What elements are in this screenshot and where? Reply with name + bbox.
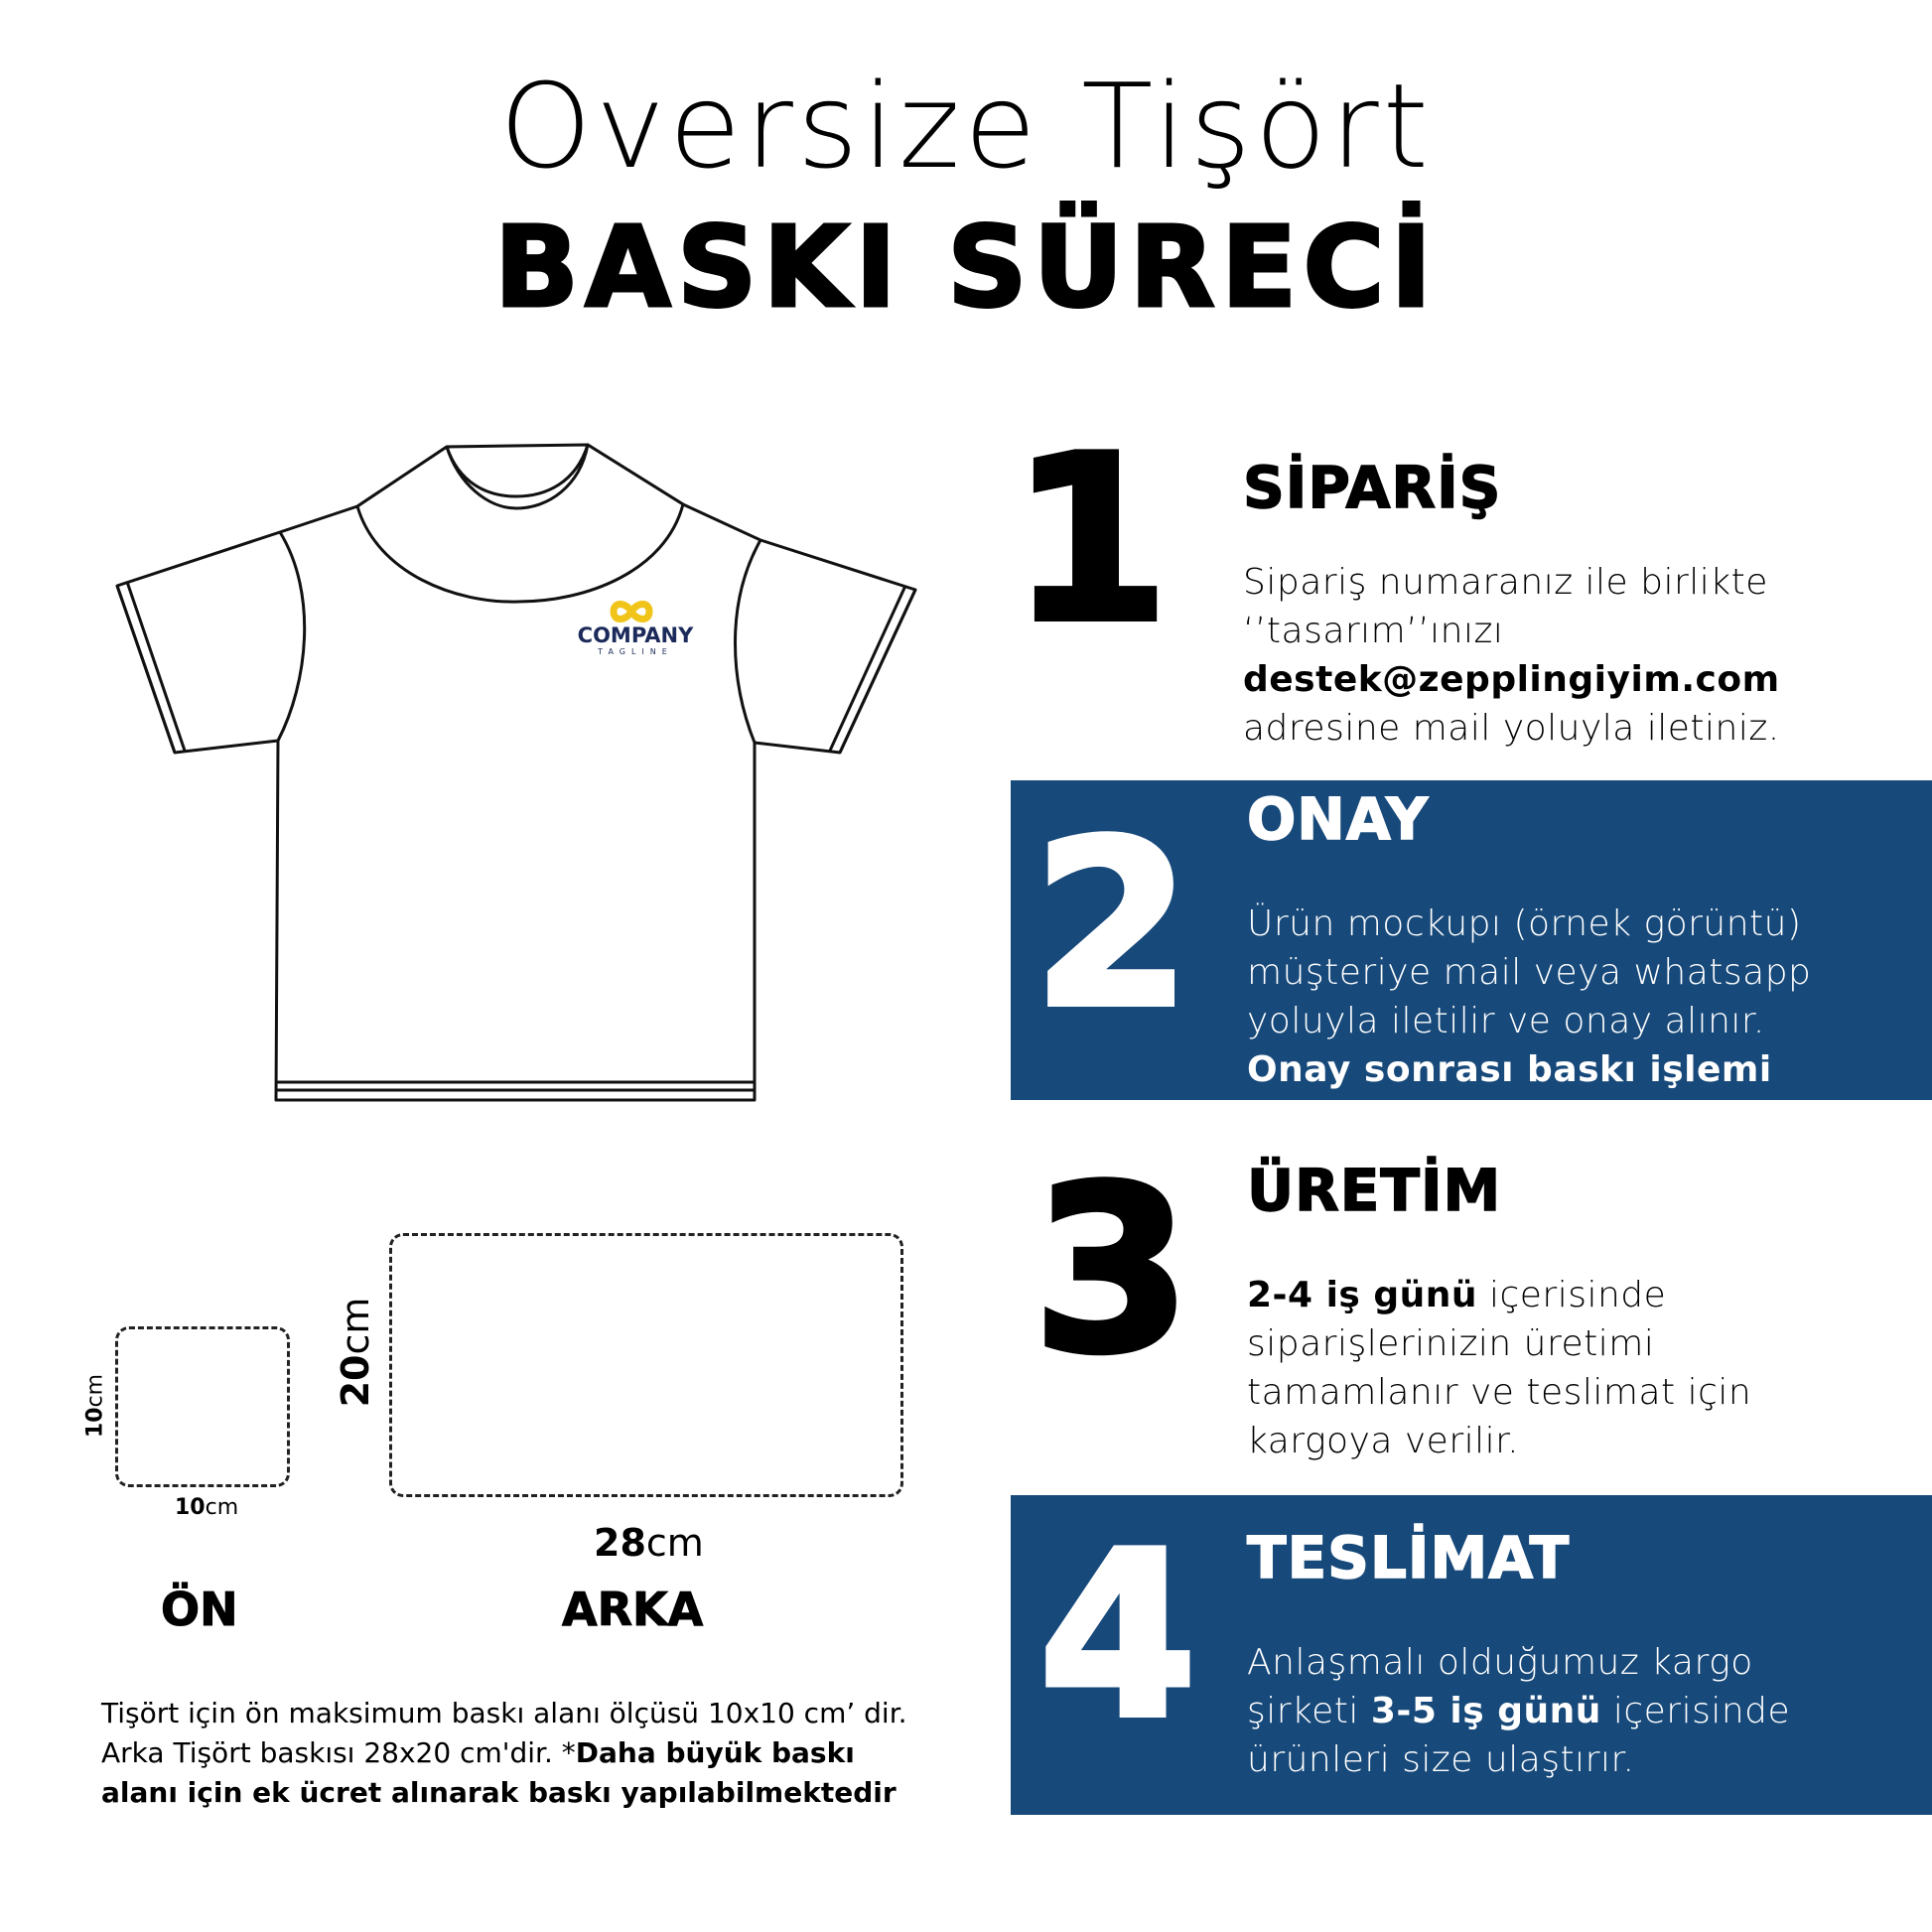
step-3-title: ÜRETİM [1247,1157,1502,1224]
step-3-text [1247,1271,1751,1465]
step-3-line-1 [1247,1271,1751,1319]
back-width-value: 28 [594,1521,646,1565]
step-2-line-2: müşteriye mail veya whatsapp [1247,952,1812,993]
step-3-bold-lead: 2-4 iş günü [1247,1275,1478,1315]
step-4-line-2 [1247,1687,1790,1735]
front-width-unit: cm [205,1495,239,1520]
step-2-title: ONAY [1247,785,1430,853]
back-height-value: 20 [334,1354,377,1408]
step-3-number: 3 [1032,1139,1192,1404]
step-3-line-3: tamamlanır ve teslimat için [1247,1372,1752,1413]
step-4-line-2-pre: şirketi [1247,1691,1371,1731]
back-width-label [594,1521,704,1565]
back-view-label: ARKA [562,1583,704,1636]
page-title: Oversize Tişört [499,58,1433,195]
step-2-number: 2 [1032,793,1192,1058]
front-width-label [175,1495,238,1520]
step-1-title: SİPARİŞ [1243,454,1502,521]
step-1-email: destek@zepplingiyim.com [1243,659,1780,700]
step-1-line-4: adresine mail yoluyla iletiniz. [1243,708,1780,749]
step-4-number: 4 [1037,1504,1198,1769]
step-1-number: 1 [1010,408,1171,673]
tshirt-illustration [109,435,923,1110]
note-text: Tişört için ön maksimum baskı alanı ölçüsü 10x10 cm’ dir. Arka Tişört baskısı 28x20 cm'dir. * [101,1697,907,1769]
front-height-unit: cm [82,1373,108,1408]
front-height-value: 10 [82,1407,108,1439]
step-1-text [1243,558,1780,753]
front-print-area [115,1326,290,1487]
step-3-line-1-rest: içerisinde [1477,1275,1667,1315]
step-1-line-2: ‘’tasarım’’ınızı [1243,611,1504,651]
step-2-line-1: Ürün mockupı (örnek görüntü) [1247,903,1802,944]
step-3-line-2: siparişlerinizin üretimi [1247,1323,1655,1364]
front-view-label: ÖN [161,1583,238,1636]
front-width-value: 10 [175,1495,206,1520]
step-2-text [1247,899,1932,1143]
step-4-line-3: ürünleri size ulaştırır. [1247,1739,1635,1780]
step-2-bold-line: Onay sonrası baskı işlemi başlatılır. [1247,1049,1772,1139]
step-2-line-3: yoluyla iletilir ve onay alınır. [1247,1001,1765,1041]
note-bold-text: Daha büyük baskı alanı için ek ücret alınarak baskı yapılabilmektedir [101,1736,897,1809]
front-height-label [83,1374,108,1438]
step-4-line-1: Anlaşmalı olduğumuz kargo [1247,1642,1753,1683]
step-3-line-4: kargoya verilir. [1247,1421,1520,1461]
step-4-line-2-post: içerisinde [1600,1691,1791,1731]
back-print-area [389,1233,903,1497]
print-area-note [101,1694,915,1813]
step-1-line-1: Sipariş numaranız ile birlikte [1243,562,1768,603]
back-height-unit: cm [334,1297,377,1355]
step-4-text [1247,1638,1790,1784]
page-subtitle-text: BASKI SÜRECİ [493,204,1439,333]
step-4-title: TESLİMAT [1247,1524,1571,1591]
step-4-bold-mid: 3-5 iş günü [1370,1691,1601,1731]
page-subtitle [0,204,1932,333]
back-width-unit: cm [645,1521,704,1565]
company-logo-name: COMPANY [577,623,694,647]
company-logo-tagline: TAGLINE [598,647,673,656]
back-height-label [334,1298,377,1408]
